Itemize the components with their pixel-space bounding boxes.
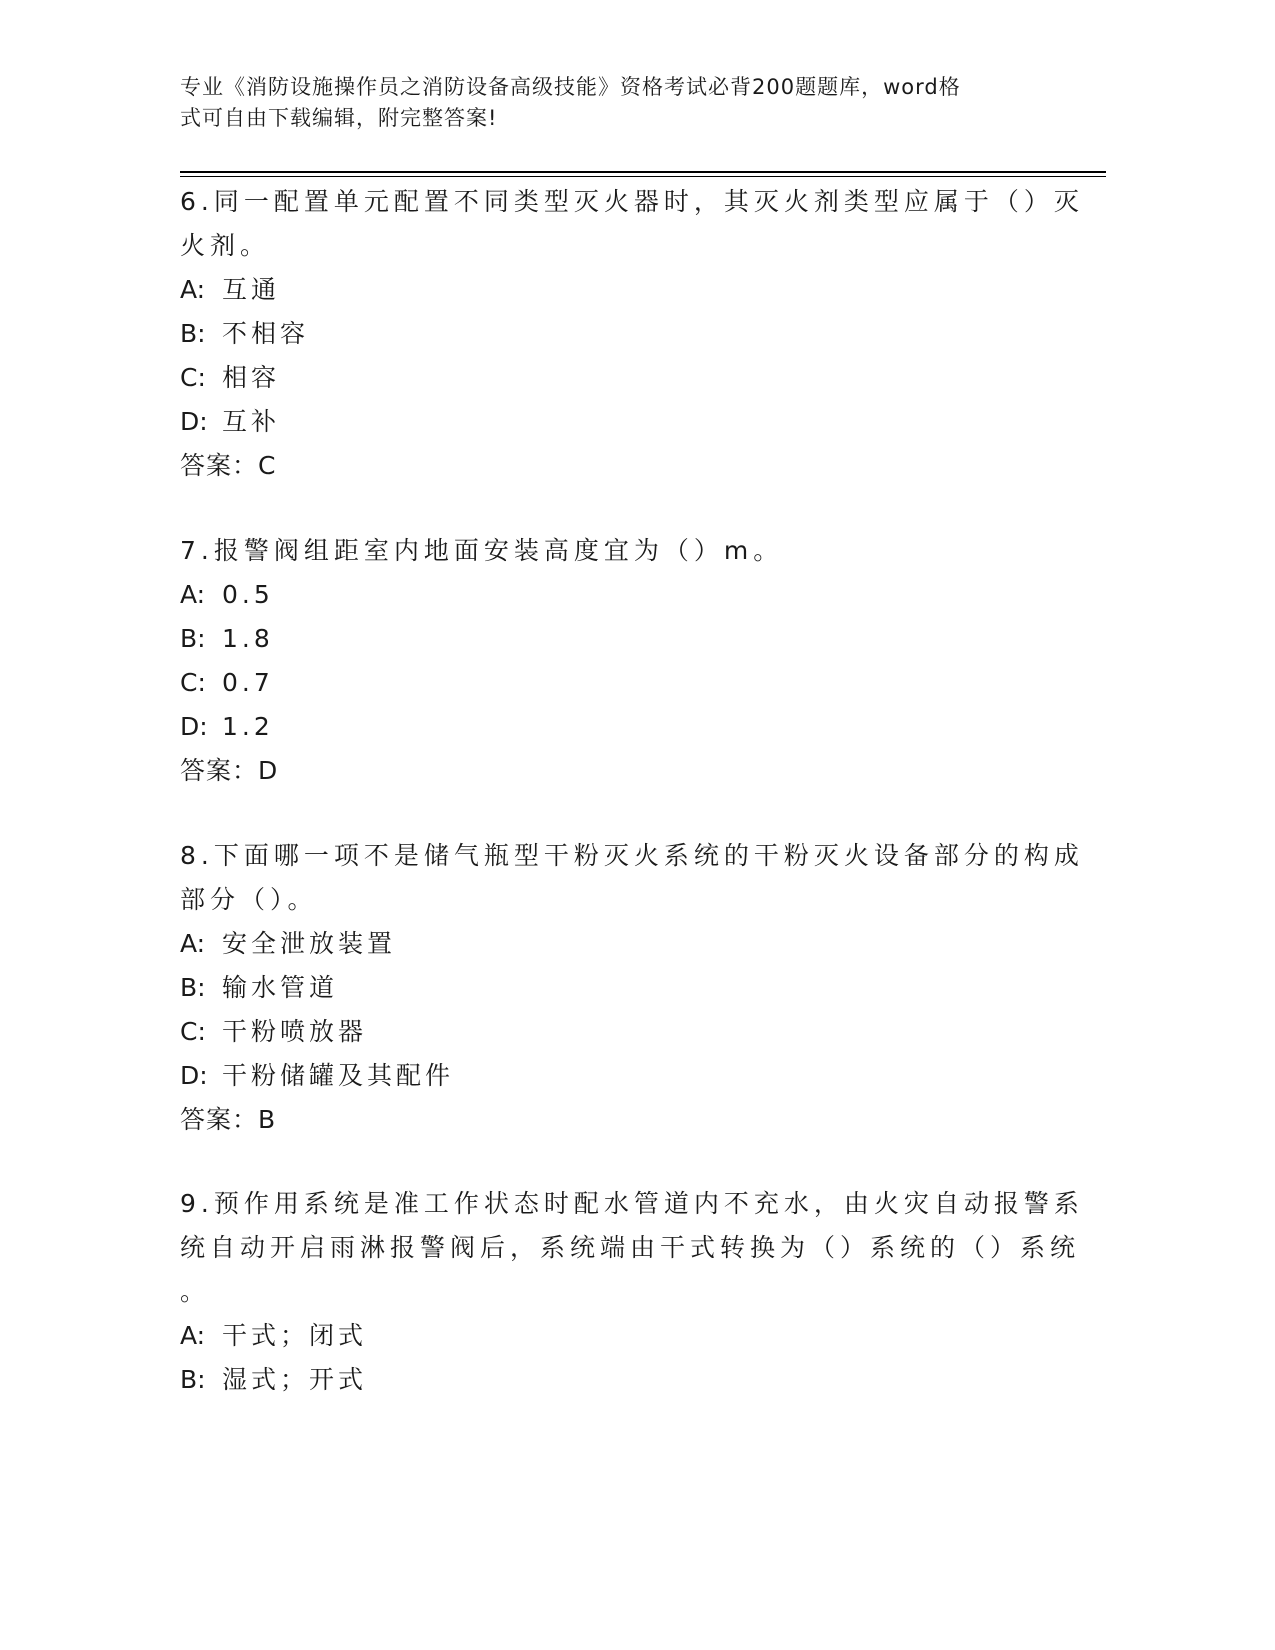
option-label: B: bbox=[180, 1365, 206, 1394]
option-text: 互通 bbox=[222, 275, 281, 304]
question-8 bbox=[180, 834, 1084, 1142]
option-label: C: bbox=[180, 668, 206, 697]
question-6 bbox=[180, 180, 1084, 488]
option-text: 1.8 bbox=[222, 624, 274, 653]
option-a bbox=[180, 922, 1080, 966]
option-text: 1.2 bbox=[222, 712, 274, 741]
option-label: B: bbox=[180, 973, 206, 1002]
option-label: D: bbox=[180, 712, 208, 741]
question-stem-line: 火剂。 bbox=[180, 231, 271, 260]
option-label: B: bbox=[180, 624, 206, 653]
option-d bbox=[180, 400, 1080, 444]
option-c bbox=[180, 1010, 1080, 1054]
option-label: A: bbox=[180, 275, 206, 304]
question-stem-line: 7.报警阀组距室内地面安装高度宜为（）m。 bbox=[180, 536, 784, 565]
option-d bbox=[180, 705, 1080, 749]
option-label: A: bbox=[180, 929, 206, 958]
option-a bbox=[180, 1314, 1080, 1358]
option-label: C: bbox=[180, 1017, 206, 1046]
option-text: 相容 bbox=[222, 363, 281, 392]
question-9 bbox=[180, 1182, 1084, 1402]
question-stem-line: 8.下面哪一项不是储气瓶型干粉灭火系统的干粉灭火设备部分的构成 bbox=[180, 841, 1084, 870]
answer-line: 答案：D bbox=[180, 756, 279, 785]
option-text: 干粉储罐及其配件 bbox=[222, 1061, 455, 1090]
option-text: 0.5 bbox=[222, 580, 274, 609]
option-text: 互补 bbox=[222, 407, 281, 436]
option-b bbox=[180, 1358, 1080, 1402]
option-b bbox=[180, 312, 1080, 356]
header-line-1: 专业《消防设施操作员之消防设备高级技能》资格考试必背200题题库，word格 bbox=[180, 75, 961, 99]
question-stem-line: 部分（）。 bbox=[180, 885, 318, 914]
header-line-2: 式可自由下载编辑，附完整答案! bbox=[180, 106, 498, 130]
option-text: 干式；闭式 bbox=[222, 1321, 368, 1350]
header-divider-thick bbox=[180, 171, 1106, 173]
option-c bbox=[180, 661, 1080, 705]
option-label: A: bbox=[180, 580, 206, 609]
question-stem-line: 统自动开启雨淋报警阀后，系统端由干式转换为（）系统的（）系统 bbox=[180, 1233, 1081, 1262]
document-header bbox=[180, 72, 1040, 134]
option-a bbox=[180, 573, 1080, 617]
option-b bbox=[180, 617, 1080, 661]
option-text: 干粉喷放器 bbox=[222, 1017, 368, 1046]
question-stem-line: 9.预作用系统是准工作状态时配水管道内不充水，由火灾自动报警系 bbox=[180, 1189, 1084, 1218]
option-label: D: bbox=[180, 407, 208, 436]
option-text: 安全泄放装置 bbox=[222, 929, 397, 958]
answer-line: 答案：B bbox=[180, 1105, 277, 1134]
question-7 bbox=[180, 529, 1080, 793]
option-d bbox=[180, 1054, 1080, 1098]
option-label: B: bbox=[180, 319, 206, 348]
option-b bbox=[180, 966, 1080, 1010]
option-label: C: bbox=[180, 363, 206, 392]
option-label: D: bbox=[180, 1061, 208, 1090]
option-text: 湿式；开式 bbox=[222, 1365, 368, 1394]
option-text: 输水管道 bbox=[222, 973, 339, 1002]
header-divider-thin bbox=[180, 176, 1106, 177]
option-a bbox=[180, 268, 1080, 312]
answer-line: 答案：C bbox=[180, 451, 277, 480]
option-text: 不相容 bbox=[222, 319, 310, 348]
question-stem-line: 。 bbox=[180, 1277, 211, 1306]
question-stem-line: 6.同一配置单元配置不同类型灭火器时，其灭火剂类型应属于（）灭 bbox=[180, 187, 1084, 216]
option-label: A: bbox=[180, 1321, 206, 1350]
option-text: 0.7 bbox=[222, 668, 274, 697]
option-c bbox=[180, 356, 1080, 400]
